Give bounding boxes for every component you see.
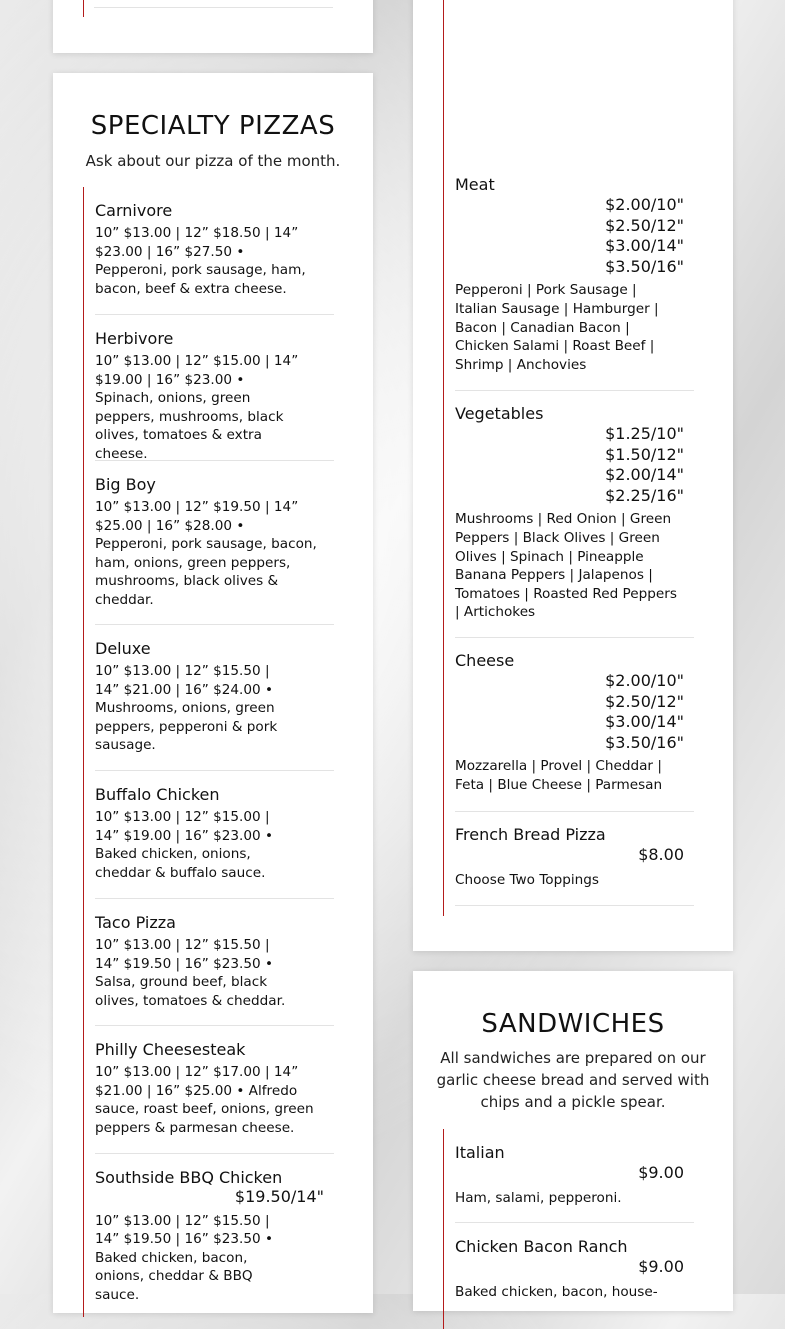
item-price: $3.00/14": [605, 236, 684, 256]
menu-item: [95, 639, 334, 771]
previous-section-card: [53, 0, 373, 53]
item-description: 10” $13.00 | 12” $15.50 | 14” $21.00 | 16” $24.00 • Mushrooms, onions, green peppers, pepperoni & pork sausage.: [95, 663, 278, 754]
item-description: 10” $13.00 | 12” $17.00 | 14” $21.00 | 16” $25.00 • Alfredo sauce, roast beef, onions, green peppers & parmesan cheese.: [95, 1064, 314, 1136]
menu-item: [95, 913, 334, 1026]
menu-item: [95, 785, 334, 899]
item-divider: [94, 7, 333, 8]
item-description: 10” $13.00 | 12” $15.50 | 14” $19.50 | 16” $23.50 • Baked chicken, bacon, onions, cheddar & BBQ sauce.: [95, 1212, 274, 1303]
item-description: 10” $13.00 | 12” $15.00 | 14” $19.00 | 16” $23.00 • Baked chicken, onions, cheddar & buffalo sauce.: [95, 809, 274, 881]
menu-item: [455, 651, 694, 812]
menu-item: [95, 1040, 334, 1154]
section-title: SPECIALTY PIZZAS: [90, 111, 336, 141]
menu-item: [455, 1143, 694, 1223]
item-price: $9.00: [638, 1257, 684, 1276]
section-subtitle: Ask about our pizza of the month.: [85, 152, 341, 170]
item-price: $8.00: [638, 845, 684, 864]
item-name: Big Boy: [95, 475, 156, 494]
item-price: $1.50/12": [605, 444, 684, 464]
item-price: $19.50/14": [234, 1187, 324, 1206]
item-name: Deluxe: [95, 639, 151, 658]
item-name: Buffalo Chicken: [95, 785, 220, 804]
item-price: $2.00/10": [605, 195, 684, 214]
item-description: Pepperoni | Pork Sausage | Italian Sausage | Hamburger | Bacon | Canadian Bacon | Chicken Salami | Roast Beef | Shrimp | Anchovies: [455, 282, 659, 373]
menu-item: [455, 404, 694, 638]
item-name: Philly Cheesesteak: [95, 1040, 246, 1059]
item-description: 10” $13.00 | 12” $15.50 | 14” $19.50 | 16” $23.50 • Salsa, ground beef, black olives, tomatoes & cheddar.: [95, 937, 286, 1009]
item-description: 10” $13.00 | 12” $18.50 | 14” $23.00 | 16” $27.50 • Pepperoni, pork sausage, ham, bacon, beef & extra cheese.: [95, 225, 306, 297]
section-subtitle: All sandwiches are prepared on our garlic cheese bread and served with chips and a pickle spear.: [436, 1049, 710, 1111]
specialty-menu-list: [83, 187, 334, 1317]
menu-item: [95, 329, 334, 461]
menu-item: [455, 175, 694, 391]
menu-item: [95, 201, 334, 315]
sandwiches-card: [413, 971, 733, 1311]
item-name: French Bread Pizza: [455, 825, 606, 844]
item-price: $2.00/14": [605, 465, 684, 485]
item-name: Southside BBQ Chicken: [95, 1168, 283, 1187]
menu-item: [455, 825, 694, 906]
item-description: 10” $13.00 | 12” $15.00 | 14” $19.00 | 16” $23.00 • Spinach, onions, green peppers, mushrooms, black olives, tomatoes & extra cheese.: [95, 353, 299, 462]
item-description: 10” $13.00 | 12” $19.50 | 14” $25.00 | 16” $28.00 • Pepperoni, pork sausage, bacon, ham, onions, green peppers, mushrooms, black olives & cheddar.: [95, 499, 317, 608]
item-price: $1.25/10": [605, 424, 684, 443]
item-price: $2.50/12": [605, 215, 684, 235]
item-name: Meat: [455, 175, 495, 194]
item-name: Herbivore: [95, 329, 174, 348]
menu-item: [455, 1237, 694, 1316]
sandwiches-menu-list: [443, 1129, 694, 1329]
toppings-card: [413, 0, 733, 951]
toppings-menu-list: [443, 0, 694, 916]
menu-item: [95, 475, 334, 625]
item-price: $2.00/10": [605, 671, 684, 690]
menu-list-accent-line: [83, 0, 84, 17]
item-description: Ham, salami, pepperoni.: [455, 1189, 622, 1206]
item-name: Chicken Bacon Ranch: [455, 1237, 628, 1256]
specialty-pizzas-card: [53, 73, 373, 1313]
item-price: $2.25/16": [605, 485, 684, 505]
item-price: $3.50/16": [605, 732, 684, 752]
section-title: SANDWICHES: [481, 1009, 665, 1039]
item-name: Italian: [455, 1143, 505, 1162]
item-name: Vegetables: [455, 404, 544, 423]
item-description: Mushrooms | Red Onion | Green Peppers | Black Olives | Green Olives | Spinach | Pineapple Banana Peppers | Jalapenos | Tomatoes | Roasted Red Peppers | Artichokes: [455, 511, 677, 621]
item-name: Cheese: [455, 651, 515, 670]
item-price: $2.50/12": [605, 691, 684, 711]
item-name: Carnivore: [95, 201, 173, 220]
item-description: Choose Two Toppings: [455, 871, 599, 888]
menu-item: [95, 1168, 334, 1308]
item-name: Taco Pizza: [95, 913, 176, 932]
item-price: $3.50/16": [605, 256, 684, 276]
item-description: Mozzarella | Provel | Cheddar | Feta | Blue Cheese | Parmesan: [455, 758, 663, 793]
item-price: $3.00/14": [605, 712, 684, 732]
item-description: Baked chicken, bacon, house-: [455, 1283, 658, 1300]
item-price: $9.00: [638, 1163, 684, 1182]
